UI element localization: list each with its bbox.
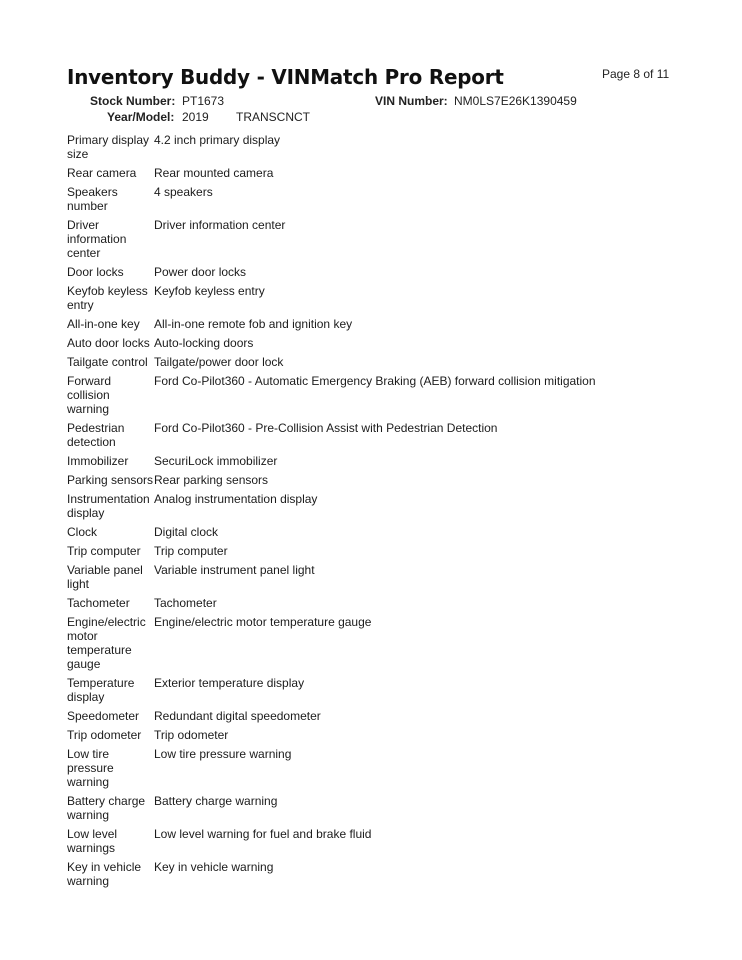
spec-value: Power door locks	[154, 265, 247, 279]
spec-value: Ford Co-Pilot360 - Automatic Emergency Braking (AEB) forward collision mitigation	[154, 374, 596, 388]
model-value: TRANSCNCT	[236, 110, 310, 124]
spec-value: Driver information center	[154, 218, 286, 232]
spec-table	[67, 133, 596, 893]
spec-value: All-in-one remote fob and ignition key	[154, 317, 353, 331]
vin-value: NM0LS7E26K1390459	[454, 94, 577, 108]
spec-label: Variable panel light	[67, 563, 143, 591]
spec-value: Battery charge warning	[154, 794, 278, 808]
year-model-label	[107, 110, 174, 124]
spec-label: Trip computer	[67, 544, 141, 558]
spec-row	[67, 525, 596, 544]
spec-value: Variable instrument panel light	[154, 563, 315, 577]
page-indicator: Page 8 of 11	[602, 67, 670, 81]
spec-value: Tailgate/power door lock	[154, 355, 284, 369]
spec-row	[67, 317, 596, 336]
spec-row	[67, 284, 596, 317]
spec-value: Rear mounted camera	[154, 166, 274, 180]
spec-row	[67, 355, 596, 374]
stock-number-value: PT1673	[182, 94, 225, 108]
spec-label: Instrumentation display	[67, 492, 150, 520]
year-value: 2019	[182, 110, 209, 124]
spec-value: Rear parking sensors	[154, 473, 269, 487]
spec-value: Low tire pressure warning	[154, 747, 292, 761]
spec-label: Speedometer	[67, 709, 140, 723]
report-title: Inventory Buddy - VINMatch Pro Report	[67, 65, 504, 89]
spec-label: Low tire pressure warning	[67, 747, 114, 789]
spec-row	[67, 454, 596, 473]
spec-label: All-in-one key	[67, 317, 140, 331]
spec-row	[67, 728, 596, 747]
spec-label: Pedestrian detection	[67, 421, 125, 449]
spec-value: Analog instrumentation display	[154, 492, 318, 506]
spec-value: Digital clock	[154, 525, 219, 539]
spec-value: Key in vehicle warning	[154, 860, 274, 874]
spec-row	[67, 492, 596, 525]
spec-row	[67, 544, 596, 563]
spec-row	[67, 827, 596, 860]
spec-value: 4.2 inch primary display	[154, 133, 281, 147]
spec-row	[67, 166, 596, 185]
stock-number-label	[90, 94, 175, 108]
spec-row	[67, 676, 596, 709]
spec-label: Tachometer	[67, 596, 130, 610]
spec-label: Clock	[67, 525, 98, 539]
spec-value: 4 speakers	[154, 185, 213, 199]
year-model-label-text: Year/Model:	[107, 110, 175, 124]
spec-label: Keyfob keyless entry	[67, 284, 148, 312]
spec-label: Forward collision warning	[67, 374, 112, 416]
spec-value: Exterior temperature display	[154, 676, 305, 690]
spec-label: Engine/electric motor temperature gauge	[67, 615, 146, 671]
vin-label	[375, 94, 448, 108]
spec-label: Tailgate control	[67, 355, 148, 369]
spec-value: Trip computer	[154, 544, 228, 558]
spec-row	[67, 473, 596, 492]
spec-label: Low level warnings	[67, 827, 118, 855]
spec-row	[67, 421, 596, 454]
spec-label: Primary display size	[67, 133, 150, 161]
vin-label-text: VIN Number:	[375, 94, 448, 108]
spec-row	[67, 615, 596, 676]
spec-table-body	[67, 133, 596, 893]
spec-label: Driver information center	[67, 218, 127, 260]
stock-number-label-text: Stock Number:	[90, 94, 176, 108]
spec-value: Trip odometer	[154, 728, 229, 742]
spec-label: Parking sensors	[67, 473, 154, 487]
spec-label: Temperature display	[67, 676, 135, 704]
spec-label: Door locks	[67, 265, 124, 279]
spec-row	[67, 709, 596, 728]
spec-value: SecuriLock immobilizer	[154, 454, 278, 468]
spec-value: Keyfob keyless entry	[154, 284, 265, 298]
spec-label: Immobilizer	[67, 454, 129, 468]
spec-row	[67, 265, 596, 284]
spec-row	[67, 336, 596, 355]
spec-row	[67, 185, 596, 218]
spec-value: Engine/electric motor temperature gauge	[154, 615, 372, 629]
spec-value: Tachometer	[154, 596, 217, 610]
spec-label: Battery charge warning	[67, 794, 146, 822]
spec-label: Rear camera	[67, 166, 137, 180]
spec-label: Key in vehicle warning	[67, 860, 142, 888]
spec-row	[67, 596, 596, 615]
spec-row	[67, 794, 596, 827]
spec-value: Low level warning for fuel and brake fluid	[154, 827, 372, 841]
spec-row	[67, 860, 596, 893]
spec-row	[67, 133, 596, 166]
spec-row	[67, 563, 596, 596]
spec-label: Trip odometer	[67, 728, 142, 742]
spec-value: Redundant digital speedometer	[154, 709, 321, 723]
spec-label: Speakers number	[67, 185, 118, 213]
spec-row	[67, 218, 596, 265]
spec-label: Auto door locks	[67, 336, 150, 350]
spec-row	[67, 374, 596, 421]
spec-value: Auto-locking doors	[154, 336, 254, 350]
spec-row	[67, 747, 596, 794]
spec-value: Ford Co-Pilot360 - Pre-Collision Assist with Pedestrian Detection	[154, 421, 498, 435]
